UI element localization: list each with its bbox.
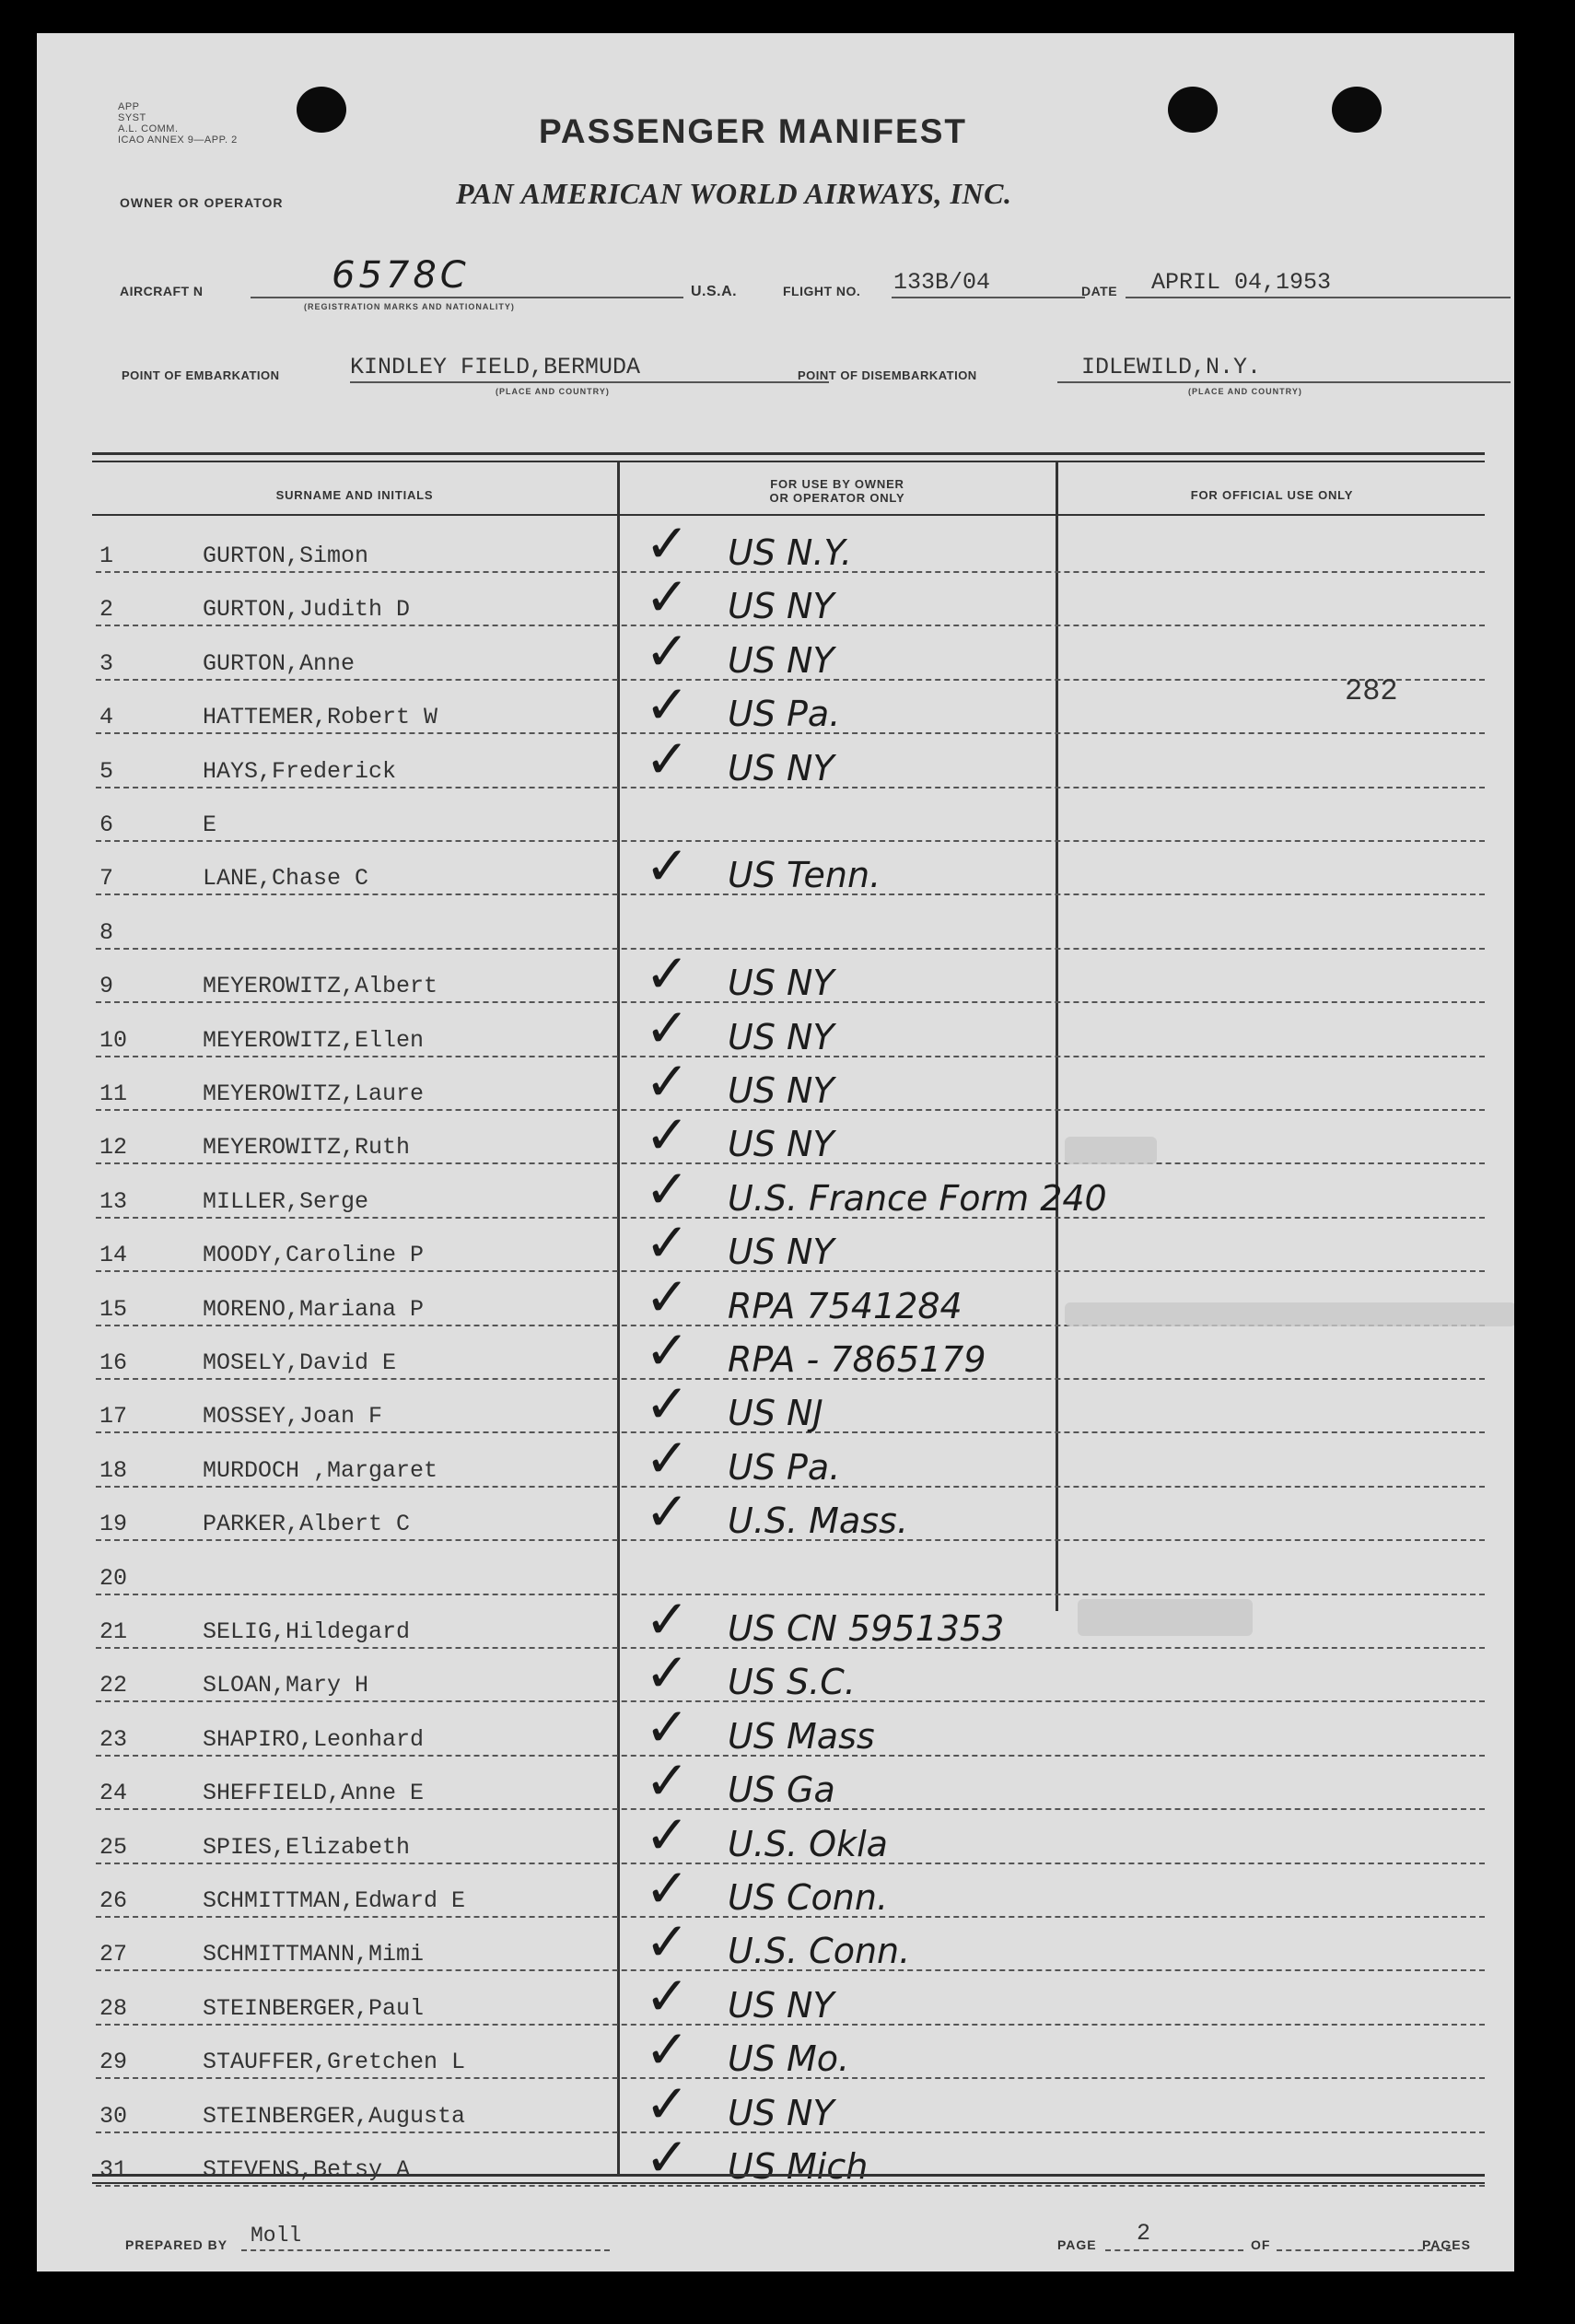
row-number: 20 — [99, 1564, 128, 1592]
prepared-by-value: Moll — [251, 2224, 302, 2248]
row-number: 3 — [99, 649, 114, 677]
nationality-note: U.S. France Form 240 — [728, 1177, 1107, 1219]
pages-label: PAGES — [1422, 2237, 1471, 2252]
prepared-by-label: PREPARED BY — [125, 2237, 228, 2252]
check-mark-icon: ✓ — [645, 1159, 690, 1220]
of-label: OF — [1251, 2237, 1271, 2252]
embarkation-sub-label: (PLACE AND COUNTRY) — [496, 387, 610, 396]
row-number: 24 — [99, 1780, 128, 1807]
check-mark-icon: ✓ — [645, 1643, 690, 1704]
table-row — [92, 1859, 1485, 1919]
check-mark-icon: ✓ — [645, 944, 690, 1005]
passenger-name: MEYEROWITZ,Ruth — [203, 1134, 411, 1162]
form-code: APP SYST A.L. COMM. ICAO ANNEX 9—APP. 2 — [118, 101, 238, 146]
passenger-name: E — [203, 812, 217, 838]
table-row — [92, 1105, 1485, 1166]
nationality-note: U.S. Conn. — [728, 1931, 911, 1972]
nationality-note: US Pa. — [728, 694, 841, 735]
check-mark-icon: ✓ — [645, 567, 690, 628]
passenger-name: SCHMITTMANN,Mimi — [203, 1941, 425, 1968]
owner-use-column-header: FOR USE BY OWNER OR OPERATOR ONLY — [769, 477, 905, 505]
passenger-name: MEYEROWITZ,Albert — [203, 973, 438, 1000]
table-row — [92, 1052, 1485, 1112]
table-row — [92, 788, 1485, 842]
table-row — [92, 1482, 1485, 1543]
nationality-note: US Ga — [728, 1769, 835, 1811]
punch-hole-left — [297, 87, 346, 133]
table-top-rule — [92, 452, 1485, 455]
check-mark-icon: ✓ — [645, 1213, 690, 1274]
row-number: 23 — [99, 1725, 128, 1753]
table-row — [92, 1159, 1485, 1220]
operator-name: PAN AMERICAN WORLD AIRWAYS, INC. — [456, 177, 1012, 210]
passenger-name: MEYEROWITZ,Ellen — [203, 1026, 425, 1054]
table-row — [92, 1213, 1485, 1274]
passenger-name: SLOAN,Mary H — [203, 1672, 369, 1699]
page-number: 2 — [1137, 2220, 1151, 2247]
passenger-name: SHAPIRO,Leonhard — [203, 1725, 425, 1753]
table-row — [92, 729, 1485, 789]
check-mark-icon: ✓ — [645, 621, 690, 682]
nationality-note: US S.C. — [728, 1662, 856, 1703]
check-mark-icon: ✓ — [645, 1966, 690, 2026]
row-number: 11 — [99, 1080, 128, 1107]
passenger-name: GURTON,Simon — [203, 543, 369, 569]
row-number: 14 — [99, 1242, 128, 1269]
row-number: 6 — [99, 812, 114, 838]
check-mark-icon: ✓ — [645, 1590, 690, 1650]
table-row — [92, 1697, 1485, 1758]
flight-label: FLIGHT NO. — [783, 284, 861, 298]
row-number: 25 — [99, 1833, 128, 1861]
header-rule — [92, 514, 1485, 516]
row-number: 17 — [99, 1403, 128, 1431]
nationality-note: US Mich — [728, 2146, 869, 2187]
check-mark-icon: ✓ — [645, 1428, 690, 1489]
check-mark-icon: ✓ — [645, 729, 690, 789]
row-number: 29 — [99, 2049, 128, 2076]
table-row — [92, 1966, 1485, 2026]
nationality-note: US NY — [728, 1984, 834, 2026]
nationality-note: US Mo. — [728, 2038, 850, 2080]
flight-number: 133B/04 — [893, 269, 991, 296]
passenger-name: PARKER,Albert C — [203, 1511, 411, 1538]
page-title: PASSENGER MANIFEST — [539, 112, 967, 150]
row-number: 8 — [99, 918, 114, 946]
table-row — [92, 896, 1485, 950]
embarkation-label: POINT OF EMBARKATION — [122, 368, 280, 382]
nationality-note: US Tenn. — [728, 855, 881, 896]
row-number: 10 — [99, 1026, 128, 1054]
table-row — [92, 514, 1485, 574]
passenger-name: SCHMITTMAN,Edward E — [203, 1887, 466, 1914]
nationality-note: US NY — [728, 639, 834, 681]
passenger-name: MURDOCH ,Margaret — [203, 1456, 438, 1484]
nationality-note: US NY — [728, 1232, 834, 1273]
row-number: 13 — [99, 1187, 128, 1215]
table-row — [92, 998, 1485, 1058]
passenger-name: MEYEROWITZ,Laure — [203, 1080, 425, 1107]
manifest-sheet — [37, 33, 1514, 2271]
passenger-name: HAYS,Frederick — [203, 757, 397, 785]
table-row — [92, 2020, 1485, 2081]
check-mark-icon: ✓ — [645, 1912, 690, 1973]
owner-label: OWNER OR OPERATOR — [120, 195, 284, 210]
passenger-name: SHEFFIELD,Anne E — [203, 1780, 425, 1807]
table-row — [92, 1428, 1485, 1489]
check-mark-icon: ✓ — [645, 1482, 690, 1543]
nationality-note: US NJ — [728, 1393, 823, 1434]
row-number: 22 — [99, 1672, 128, 1699]
passenger-name: STEVENS,Betsy A — [203, 2156, 411, 2183]
check-mark-icon: ✓ — [645, 1751, 690, 1812]
check-mark-icon: ✓ — [645, 2128, 690, 2188]
table-row — [92, 1590, 1485, 1650]
check-mark-icon: ✓ — [645, 2020, 690, 2081]
passenger-name: MILLER,Serge — [203, 1187, 369, 1215]
row-number: 28 — [99, 1994, 128, 2022]
table-row — [92, 1321, 1485, 1381]
row-number: 4 — [99, 704, 114, 731]
nationality-note: US NY — [728, 2092, 834, 2133]
row-number: 26 — [99, 1887, 128, 1914]
disembarkation-label: POINT OF DISEMBARKATION — [798, 368, 977, 382]
table-row — [92, 1643, 1485, 1704]
table-row — [92, 675, 1485, 736]
check-mark-icon: ✓ — [645, 1321, 690, 1381]
row-number: 12 — [99, 1134, 128, 1162]
disembarkation-point: IDLEWILD,N.Y. — [1081, 354, 1262, 380]
passenger-name: SPIES,Elizabeth — [203, 1833, 411, 1861]
nationality-note: US N.Y. — [728, 532, 852, 573]
passenger-name: GURTON,Judith D — [203, 596, 411, 624]
row-number: 18 — [99, 1456, 128, 1484]
check-mark-icon: ✓ — [645, 2073, 690, 2134]
passenger-name: STEINBERGER,Paul — [203, 1994, 425, 2022]
check-mark-icon: ✓ — [645, 1052, 690, 1112]
passenger-name: MOODY,Caroline P — [203, 1242, 425, 1269]
row-number: 21 — [99, 1618, 128, 1645]
official-number: 282 — [1345, 674, 1398, 708]
passenger-name: LANE,Chase C — [203, 865, 369, 893]
check-mark-icon: ✓ — [645, 1374, 690, 1435]
disembarkation-sub-label: (PLACE AND COUNTRY) — [1188, 387, 1302, 396]
check-mark-icon: ✓ — [645, 836, 690, 897]
nationality-note: US NY — [728, 747, 834, 788]
nationality-note: US Pa. — [728, 1446, 841, 1488]
nationality-note: U.S. Mass. — [728, 1501, 908, 1542]
table-row — [92, 1542, 1485, 1595]
table-row — [92, 621, 1485, 682]
row-number: 19 — [99, 1511, 128, 1538]
aircraft-label: AIRCRAFT N — [120, 284, 204, 298]
nationality-note: US NY — [728, 1016, 834, 1057]
redaction-smudge — [1065, 1302, 1514, 1326]
row-number: 16 — [99, 1349, 128, 1376]
check-mark-icon: ✓ — [645, 1267, 690, 1327]
aircraft-sub-label: (REGISTRATION MARKS AND NATIONALITY) — [304, 302, 515, 311]
page-label: PAGE — [1057, 2237, 1097, 2252]
table-row — [92, 567, 1485, 628]
passenger-name: MOSELY,David E — [203, 1349, 397, 1376]
nationality-note: RPA - 7865179 — [728, 1339, 986, 1380]
check-mark-icon: ✓ — [645, 675, 690, 736]
redaction-smudge — [1078, 1599, 1253, 1636]
table-row — [92, 836, 1485, 897]
embarkation-point: KINDLEY FIELD,BERMUDA — [350, 354, 641, 380]
table-row — [92, 2073, 1485, 2134]
punch-hole-middle — [1168, 87, 1218, 133]
row-number: 1 — [99, 543, 114, 569]
nationality-note: US CN 5951353 — [728, 1608, 1005, 1649]
nationality-note: US NY — [728, 1124, 834, 1165]
row-number: 31 — [99, 2156, 128, 2183]
row-number: 2 — [99, 596, 114, 624]
check-mark-icon: ✓ — [645, 514, 690, 574]
check-mark-icon: ✓ — [645, 1105, 690, 1166]
nationality-note: RPA 7541284 — [728, 1285, 962, 1326]
country-label: U.S.A. — [691, 284, 738, 299]
check-mark-icon: ✓ — [645, 1804, 690, 1865]
passenger-name: GURTON,Anne — [203, 649, 356, 677]
row-number: 30 — [99, 2102, 128, 2130]
table-row — [92, 1751, 1485, 1812]
punch-hole-right — [1332, 87, 1382, 133]
date-label: DATE — [1081, 284, 1118, 298]
passenger-name: SELIG,Hildegard — [203, 1618, 411, 1645]
surname-column-header: SURNAME AND INITIALS — [275, 488, 434, 502]
flight-date: APRIL 04,1953 — [1151, 269, 1332, 296]
nationality-note: US Mass — [728, 1715, 875, 1757]
table-bottom-rule — [92, 2174, 1485, 2177]
passenger-name: HATTEMER,Robert W — [203, 704, 438, 731]
official-use-column-header: FOR OFFICIAL USE ONLY — [1190, 488, 1354, 502]
row-number: 7 — [99, 865, 114, 893]
row-number: 27 — [99, 1941, 128, 1968]
nationality-note: US NY — [728, 963, 834, 1004]
nationality-note: U.S. Okla — [728, 1823, 888, 1864]
table-row — [92, 1374, 1485, 1435]
table-row — [92, 944, 1485, 1005]
table-row — [92, 1804, 1485, 1865]
passenger-name: MORENO,Mariana P — [203, 1295, 425, 1323]
redaction-smudge — [1065, 1137, 1157, 1164]
row-number: 9 — [99, 973, 114, 1000]
aircraft-registration: 6578C — [332, 254, 470, 297]
row-number: 5 — [99, 757, 114, 785]
nationality-note: US Conn. — [728, 1877, 889, 1918]
passenger-name: MOSSEY,Joan F — [203, 1403, 383, 1431]
table-row — [92, 2128, 1485, 2188]
check-mark-icon: ✓ — [645, 1697, 690, 1758]
passenger-name: STAUFFER,Gretchen L — [203, 2049, 466, 2076]
check-mark-icon: ✓ — [645, 998, 690, 1058]
table-row — [92, 1912, 1485, 1973]
row-number: 15 — [99, 1295, 128, 1323]
check-mark-icon: ✓ — [645, 1859, 690, 1919]
nationality-note: US NY — [728, 586, 834, 627]
nationality-note: US NY — [728, 1070, 834, 1111]
passenger-name: STEINBERGER,Augusta — [203, 2102, 466, 2130]
